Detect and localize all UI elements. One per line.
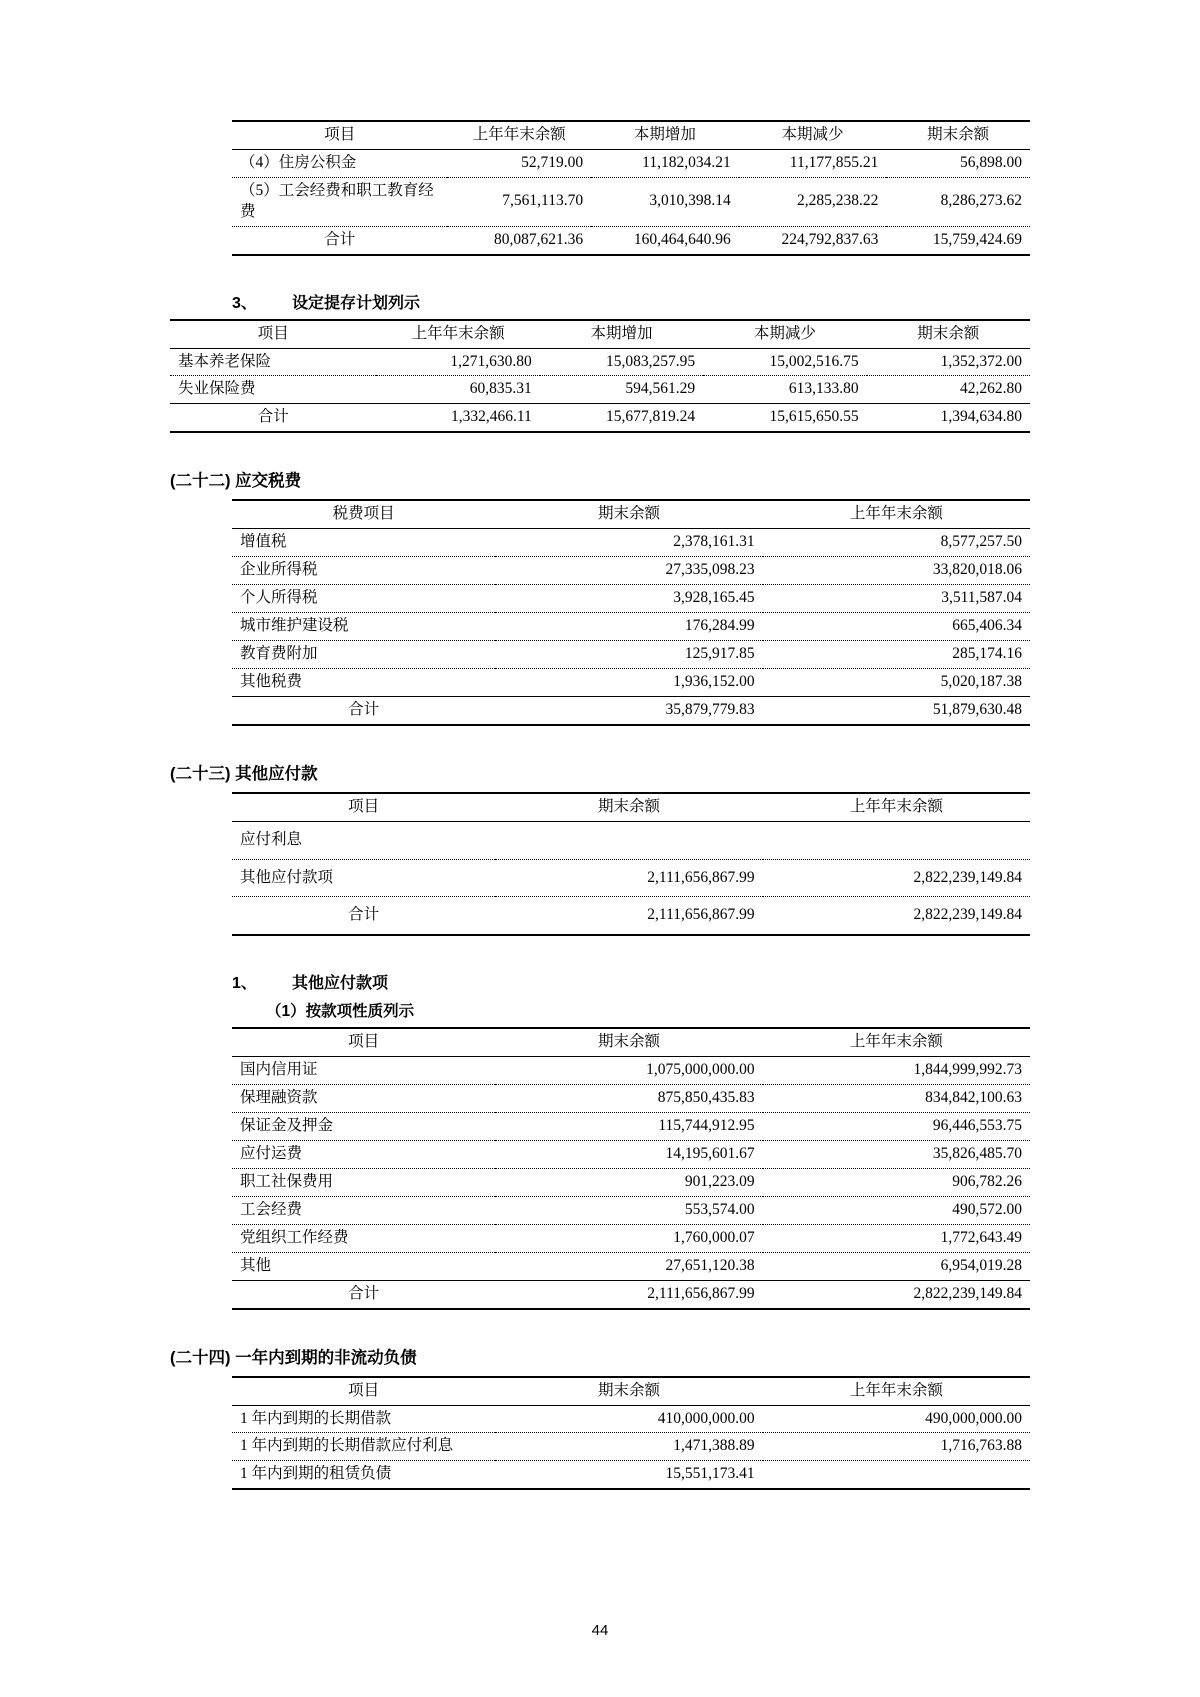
total-label: 合计 [324,230,356,248]
row-value: 14,195,601.67 [495,1141,762,1169]
column-header: 项目 [170,320,376,348]
row-label: 城市维护建设税 [232,612,495,640]
row-value: 27,335,098.23 [495,557,762,585]
row-value: 410,000,000.00 [495,1405,762,1433]
row-value: 15,551,173.41 [495,1461,762,1489]
section-23-1-block [170,970,1030,1309]
column-header: 上年年末余额 [763,1377,1030,1405]
other-payables-detail-table [232,1027,1030,1309]
table-total-row [232,897,1030,935]
row-value: 875,850,435.83 [495,1085,762,1113]
row-value: 1,936,152.00 [495,668,762,696]
table-row [232,177,1030,226]
row-value: 613,133.80 [703,376,866,404]
column-header: 期末余额 [495,1377,762,1405]
row-value: 285,174.16 [763,640,1030,668]
row-value: 665,406.34 [763,612,1030,640]
total-value: 224,792,837.63 [781,230,879,248]
column-header: 期末余额 [867,320,1030,348]
table-row [232,821,1030,859]
section-3-mark: 3、 [232,294,257,312]
section-24-title: (二十四) 一年内到期的非流动负债 [170,1348,417,1367]
total-value: 2,111,656,867.99 [495,1280,762,1308]
column-header: 本期增加 [591,121,739,149]
total-value: 51,879,630.48 [763,696,1030,724]
row-label: 其他税费 [232,668,495,696]
other-payables-table [232,792,1030,937]
table-row [232,1252,1030,1280]
page-number: 44 [591,1622,609,1639]
row-label: 国内信用证 [232,1057,495,1085]
row-value: 3,010,398.14 [591,177,739,226]
row-value: 3,511,587.04 [763,585,1030,613]
row-label: 工会经费 [232,1196,495,1224]
total-value: 1,332,466.11 [376,404,539,432]
total-value: 15,759,424.69 [932,230,1022,248]
row-value [763,821,1030,859]
row-label: 增值税 [232,529,495,557]
table-row [232,529,1030,557]
row-value: 2,111,656,867.99 [495,859,762,897]
total-label: 合计 [232,1280,495,1308]
total-label: 合计 [170,404,376,432]
row-value: 1,352,372.00 [867,348,1030,376]
table-row [232,585,1030,613]
table-row [232,1168,1030,1196]
table-row [232,1141,1030,1169]
row-label: 党组织工作经费 [232,1224,495,1252]
row-value: 1,772,643.49 [763,1224,1030,1252]
column-header: 税费项目 [232,500,495,528]
row-value: 33,820,018.06 [763,557,1030,585]
section-24-block [170,1344,1030,1491]
row-label: 其他 [232,1252,495,1280]
column-header: 项目 [232,1377,495,1405]
table-header-row [232,500,1030,528]
row-value: 490,000,000.00 [763,1405,1030,1433]
table-row [232,668,1030,696]
column-header: 本期减少 [739,121,887,149]
section-23-1-subtitle: （1）按款项性质列示 [266,1003,415,1021]
table-row [232,859,1030,897]
row-value [763,1461,1030,1489]
table-row [232,1196,1030,1224]
section-22-title: (二十二) 应交税费 [170,472,302,491]
section-23-1-title: 其他应付款项 [292,975,389,993]
section-3-heading [170,290,1030,313]
column-header: 项目 [232,121,447,149]
column-header: 期末余额 [495,793,762,821]
row-value: 96,446,553.75 [763,1113,1030,1141]
section-3-block [170,290,1030,434]
total-label: 合计 [348,906,380,924]
row-value: 2,378,161.31 [495,529,762,557]
table-row [232,1405,1030,1433]
row-value: 35,826,485.70 [763,1141,1030,1169]
section-23-block [170,760,1030,937]
row-label: 1 年内到期的长期借款应付利息 [232,1433,495,1461]
section-23-title: (二十三) 其他应付款 [170,764,318,783]
row-label: 保理融资款 [232,1085,495,1113]
column-header: 期末余额 [495,500,762,528]
row-value: 8,286,273.62 [886,177,1030,226]
column-header: 上年年末余额 [376,320,539,348]
column-header: 上年年末余额 [447,121,591,149]
row-value: 15,083,257.95 [540,348,703,376]
row-value: 1,471,388.89 [495,1433,762,1461]
table-total-row [232,696,1030,724]
row-value: 11,182,034.21 [591,149,739,177]
row-value [495,821,762,859]
table-row [232,1057,1030,1085]
table-header-row [232,1028,1030,1056]
table-header-row [232,1377,1030,1405]
row-value: 1,075,000,000.00 [495,1057,762,1085]
row-value: 2,285,238.22 [739,177,887,226]
table-row [232,149,1030,177]
row-value: 7,561,113.70 [447,177,591,226]
row-value: 490,572.00 [763,1196,1030,1224]
row-label: 1 年内到期的租赁负债 [232,1461,495,1489]
row-label: 其他应付款项 [232,859,495,897]
row-value: 553,574.00 [495,1196,762,1224]
row-value: 594,561.29 [540,376,703,404]
row-label: 个人所得税 [232,585,495,613]
total-value: 80,087,621.36 [493,230,584,248]
row-label: 教育费附加 [232,640,495,668]
table-row [232,1224,1030,1252]
row-value: 1,716,763.88 [763,1433,1030,1461]
table-total-row [170,404,1030,432]
row-label: 基本养老保险 [170,348,376,376]
taxes-payable-table [232,499,1030,725]
total-value: 15,677,819.24 [540,404,703,432]
row-label: 保证金及押金 [232,1113,495,1141]
table-row [170,348,1030,376]
row-label: （4）住房公积金 [232,149,447,177]
total-value: 2,111,656,867.99 [647,906,755,924]
defined-contribution-table [170,319,1030,434]
current-portion-noncurrent-liabilities-table [232,1376,1030,1491]
row-value: 906,782.26 [763,1168,1030,1196]
row-value: 8,577,257.50 [763,529,1030,557]
row-value: 125,917.85 [495,640,762,668]
column-header: 本期增加 [540,320,703,348]
section-23-1-heading [170,970,1030,993]
row-value: 176,284.99 [495,612,762,640]
table-row [232,612,1030,640]
row-value: 115,744,912.95 [495,1113,762,1141]
row-value: 5,020,187.38 [763,668,1030,696]
row-value: 27,651,120.38 [495,1252,762,1280]
row-value: 834,842,100.63 [763,1085,1030,1113]
row-label: 企业所得税 [232,557,495,585]
row-value: 1,844,999,992.73 [763,1057,1030,1085]
column-header: 项目 [232,793,495,821]
table-row [232,1085,1030,1113]
table-row [232,557,1030,585]
column-header: 项目 [232,1028,495,1056]
column-header: 期末余额 [886,121,1030,149]
row-value: 6,954,019.28 [763,1252,1030,1280]
total-value: 2,822,239,149.84 [763,1280,1030,1308]
total-value: 2,822,239,149.84 [913,906,1022,924]
table-row [232,640,1030,668]
column-header: 本期减少 [703,320,866,348]
row-value: 60,835.31 [376,376,539,404]
total-value: 35,879,779.83 [495,696,762,724]
row-value: 42,262.80 [867,376,1030,404]
row-value: 56,898.00 [886,149,1030,177]
social-insurance-table [232,120,1030,256]
row-value: 52,719.00 [447,149,591,177]
row-label: 失业保险费 [170,376,376,404]
column-header: 上年年末余额 [763,500,1030,528]
total-value: 15,615,650.55 [703,404,866,432]
row-value: 11,177,855.21 [739,149,887,177]
social-insurance-table-block [170,120,1030,256]
table-row [232,1433,1030,1461]
column-header: 上年年末余额 [763,1028,1030,1056]
section-23-1-mark: 1、 [232,975,257,993]
table-header-row [232,793,1030,821]
total-value: 160,464,640.96 [633,230,731,248]
row-label: 应付运费 [232,1141,495,1169]
table-row [232,1461,1030,1489]
table-header-row [170,320,1030,348]
column-header: 上年年末余额 [763,793,1030,821]
row-value: 1,760,000.07 [495,1224,762,1252]
row-value: 1,271,630.80 [376,348,539,376]
row-label: （5）工会经费和职工教育经费 [232,177,447,226]
row-value: 901,223.09 [495,1168,762,1196]
column-header: 期末余额 [495,1028,762,1056]
table-total-row [232,226,1030,254]
table-row [232,1113,1030,1141]
row-value: 15,002,516.75 [703,348,866,376]
table-row [170,376,1030,404]
section-3-title: 设定提存计划列示 [292,294,421,312]
table-total-row [232,1280,1030,1308]
table-header-row [232,121,1030,149]
row-label: 1 年内到期的长期借款 [232,1405,495,1433]
row-value: 2,822,239,149.84 [763,859,1030,897]
section-22-block [170,467,1030,725]
total-value: 1,394,634.80 [867,404,1030,432]
row-label: 职工社保费用 [232,1168,495,1196]
row-label: 应付利息 [232,821,495,859]
row-value: 3,928,165.45 [495,585,762,613]
total-label: 合计 [232,696,495,724]
